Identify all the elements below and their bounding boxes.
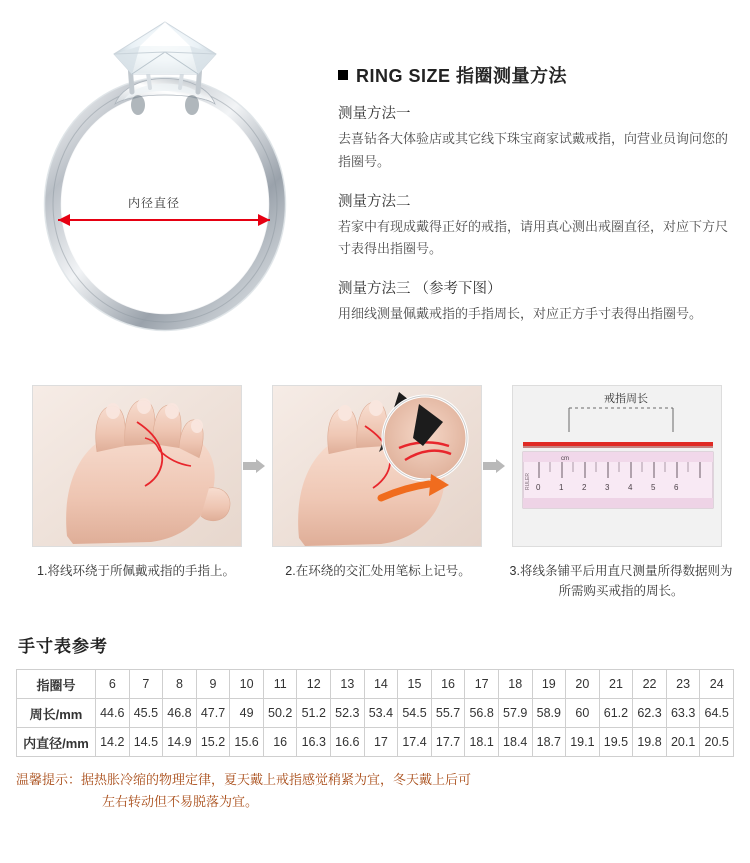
- row-header-circumference: 周长/mm: [17, 699, 96, 728]
- cell: 47.7: [196, 699, 230, 728]
- ring-circumference-label: 戒指周长: [601, 390, 651, 406]
- cell: 18.1: [465, 728, 499, 757]
- cell: 18: [498, 670, 532, 699]
- method-three-body: 用细线测量佩戴戒指的手指周长，对应正方手寸表得出指圈号。: [338, 306, 703, 321]
- cell: 23: [666, 670, 700, 699]
- step-2-caption: 2.在环绕的交汇处用笔标上记号。: [285, 564, 471, 578]
- cell: 15.2: [196, 728, 230, 757]
- hand-thread-svg: [33, 386, 241, 546]
- cell: 57.9: [498, 699, 532, 728]
- method-one: [338, 102, 734, 174]
- cell: 22: [633, 670, 667, 699]
- cell: 18.4: [498, 728, 532, 757]
- cell: 11: [263, 670, 297, 699]
- cell: 49: [230, 699, 264, 728]
- cell: 58.9: [532, 699, 566, 728]
- page-title-text: RING SIZE 指圈测量方法: [356, 66, 568, 86]
- hand-marking-svg: [273, 386, 481, 546]
- cell: 52.3: [331, 699, 365, 728]
- table-row: [17, 699, 734, 728]
- method-three-heading-text: 测量方法三: [338, 281, 411, 297]
- size-table-section: [0, 632, 750, 813]
- cell: 17.4: [398, 728, 432, 757]
- arrow-right-icon: [483, 459, 505, 473]
- cell: 54.5: [398, 699, 432, 728]
- top-section: [0, 0, 750, 370]
- row-header-inner-diameter: 内直径/mm: [17, 728, 96, 757]
- cell: 15.6: [230, 728, 264, 757]
- method-three-heading: [338, 277, 734, 298]
- cell: 63.3: [666, 699, 700, 728]
- cell: 62.3: [633, 699, 667, 728]
- cell: 46.8: [163, 699, 197, 728]
- method-three-heading-note: （参考下图）: [414, 281, 502, 297]
- cell: 19: [532, 670, 566, 699]
- warm-tip: [16, 769, 750, 813]
- steps-strip: [0, 385, 750, 615]
- inner-diameter-label: 内径直径: [128, 196, 181, 210]
- cell: 55.7: [431, 699, 465, 728]
- ring-diagram-svg: [20, 8, 310, 348]
- cell: 14.9: [163, 728, 197, 757]
- cell: 16: [431, 670, 465, 699]
- cell: 20: [566, 670, 600, 699]
- step-3-caption: 3.将线条铺平后用直尺测量所得数据则为所需购买戒指的周长。: [509, 564, 733, 598]
- svg-text:4: 4: [628, 483, 633, 492]
- method-one-heading: 测量方法一: [338, 106, 411, 122]
- method-two: [338, 190, 734, 262]
- method-two-heading: 测量方法二: [338, 193, 411, 210]
- cell: 15: [398, 670, 432, 699]
- svg-text:0: 0: [536, 483, 541, 492]
- cell: 16.6: [331, 728, 365, 757]
- ruler-measuring-thread-photo: [512, 385, 722, 547]
- svg-text:RULER: RULER: [525, 473, 531, 490]
- cell: 56.8: [465, 699, 499, 728]
- cell: 17: [465, 670, 499, 699]
- cell: 17.7: [431, 728, 465, 757]
- page-title: [338, 62, 734, 88]
- svg-text:6: 6: [674, 483, 679, 492]
- cell: 16.3: [297, 728, 331, 757]
- row-header-ring-size: 指圈号: [17, 670, 96, 699]
- cell: 60: [566, 699, 600, 728]
- cell: 53.4: [364, 699, 398, 728]
- cell: 19.1: [566, 728, 600, 757]
- hand-with-thread-photo: [32, 385, 242, 547]
- method-three: [338, 277, 734, 326]
- cell: 12: [297, 670, 331, 699]
- arrow-right-icon: [243, 459, 265, 473]
- cell: 10: [230, 670, 264, 699]
- cell: 18.7: [532, 728, 566, 757]
- table-row: [17, 670, 734, 699]
- cell: 50.2: [263, 699, 297, 728]
- cell: 20.1: [666, 728, 700, 757]
- measure-methods: [338, 62, 734, 342]
- ruler-svg: [513, 386, 721, 546]
- cell: 8: [163, 670, 197, 699]
- cell: 44.6: [96, 699, 130, 728]
- method-two-body: 若家中有现成戴得正好的戒指，请用真心测出戒圈直径，对应下方尺寸表得出指圈号。: [338, 218, 729, 257]
- cell: 14: [364, 670, 398, 699]
- cell: 61.2: [599, 699, 633, 728]
- cell: 24: [700, 670, 734, 699]
- cell: 19.5: [599, 728, 633, 757]
- cell: 51.2: [297, 699, 331, 728]
- cell: 45.5: [129, 699, 163, 728]
- hand-marking-thread-photo: [272, 385, 482, 547]
- cell: 64.5: [700, 699, 734, 728]
- svg-text:cm: cm: [561, 456, 569, 462]
- cell: 14.5: [129, 728, 163, 757]
- cell: 7: [129, 670, 163, 699]
- square-bullet-icon: [338, 70, 348, 80]
- svg-text:3: 3: [605, 483, 610, 492]
- size-table: [16, 669, 734, 757]
- cell: 19.8: [633, 728, 667, 757]
- warm-tip-line-1: 温馨提示：据热胀冷缩的物理定律，夏天戴上戒指感觉稍紧为宜，冬天戴上后可: [16, 772, 472, 787]
- ring-illustration: [20, 8, 310, 348]
- step-1-caption: 1.将线环绕于所佩戴戒指的手指上。: [37, 564, 235, 578]
- cell: 17: [364, 728, 398, 757]
- svg-text:1: 1: [559, 483, 564, 492]
- cell: 13: [331, 670, 365, 699]
- size-table-title: 手寸表参考: [18, 637, 108, 656]
- cell: 6: [96, 670, 130, 699]
- table-row: [17, 728, 734, 757]
- warm-tip-line-2: 左右转动但不易脱落为宜。: [102, 794, 259, 810]
- cell: 16: [263, 728, 297, 757]
- cell: 9: [196, 670, 230, 699]
- svg-text:2: 2: [582, 483, 587, 492]
- cell: 20.5: [700, 728, 734, 757]
- cell: 21: [599, 670, 633, 699]
- method-one-body: 去喜钻各大体验店或其它线下珠宝商家试戴戒指，向营业员询问您的指圈号。: [338, 131, 729, 169]
- cell: 14.2: [96, 728, 130, 757]
- svg-text:5: 5: [651, 483, 656, 492]
